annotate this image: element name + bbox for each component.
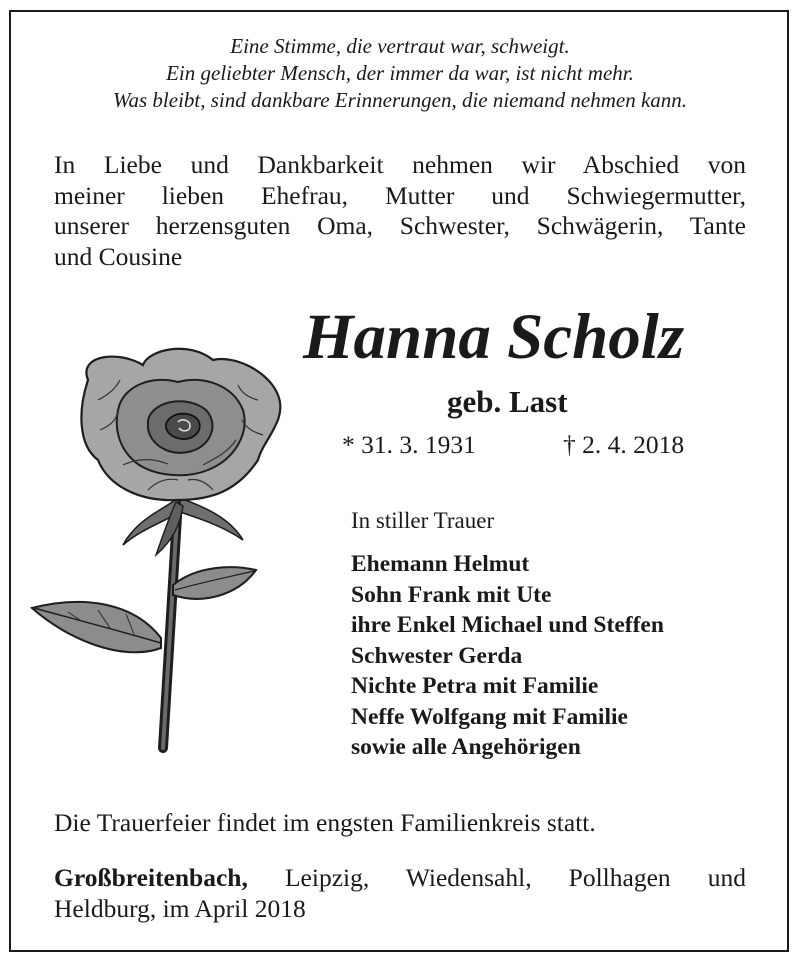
mourners-list (351, 549, 664, 763)
deceased-name: Hanna Scholz (303, 301, 685, 373)
intro-line: meiner lieben Ehefrau, Mutter und Schwiegermutter, (54, 180, 746, 210)
mourner-entry: Sohn Frank mit Ute (351, 581, 552, 608)
mourner-entry: sowie alle Angehörigen (351, 734, 581, 760)
intro-line: unserer herzensguten Oma, Schwester, Schwägerin, Tante (54, 211, 746, 240)
mourner-entry: Neffe Wolfgang mit Familie (351, 703, 628, 730)
place-line: Heldburg, im April 2018 (54, 894, 306, 923)
motto-line: Was bleibt, sind dankbare Erinnerungen, die niemand nehmen kann. (112, 88, 688, 112)
mourning-label: In stiller Trauer (351, 508, 495, 533)
rose-icon (28, 340, 303, 755)
motto-line: Ein geliebter Mensch, der immer da war, ist nicht mehr. (166, 61, 634, 85)
mourner-entry: ihre Enkel Michael und Steffen (351, 612, 664, 638)
mourner-entry: Nichte Petra mit Familie (351, 673, 599, 699)
place-list: Leipzig, Wiedensahl, Pollhagen und (247, 863, 746, 892)
place-and-date (54, 862, 746, 924)
place-line (54, 862, 746, 893)
birth-name: geb. Last (447, 384, 568, 419)
ceremony-notice: Die Trauerfeier findet im engsten Familienkreis statt. (54, 808, 596, 837)
hometown: Großbreitenbach, (54, 863, 248, 892)
intro-text (54, 150, 746, 272)
mourner-entry: Schwester Gerda (351, 642, 523, 669)
intro-line: In Liebe und Dankbarkeit nehmen wir Abschied von (54, 150, 746, 179)
death-date: † 2. 4. 2018 (563, 430, 685, 459)
motto-verse (0, 33, 800, 114)
motto-line: Eine Stimme, die vertraut war, schweigt. (230, 34, 570, 58)
mourner-entry: Ehemann Helmut (351, 551, 530, 577)
birth-date: * 31. 3. 1931 (342, 430, 476, 459)
intro-line: und Cousine (54, 241, 183, 271)
